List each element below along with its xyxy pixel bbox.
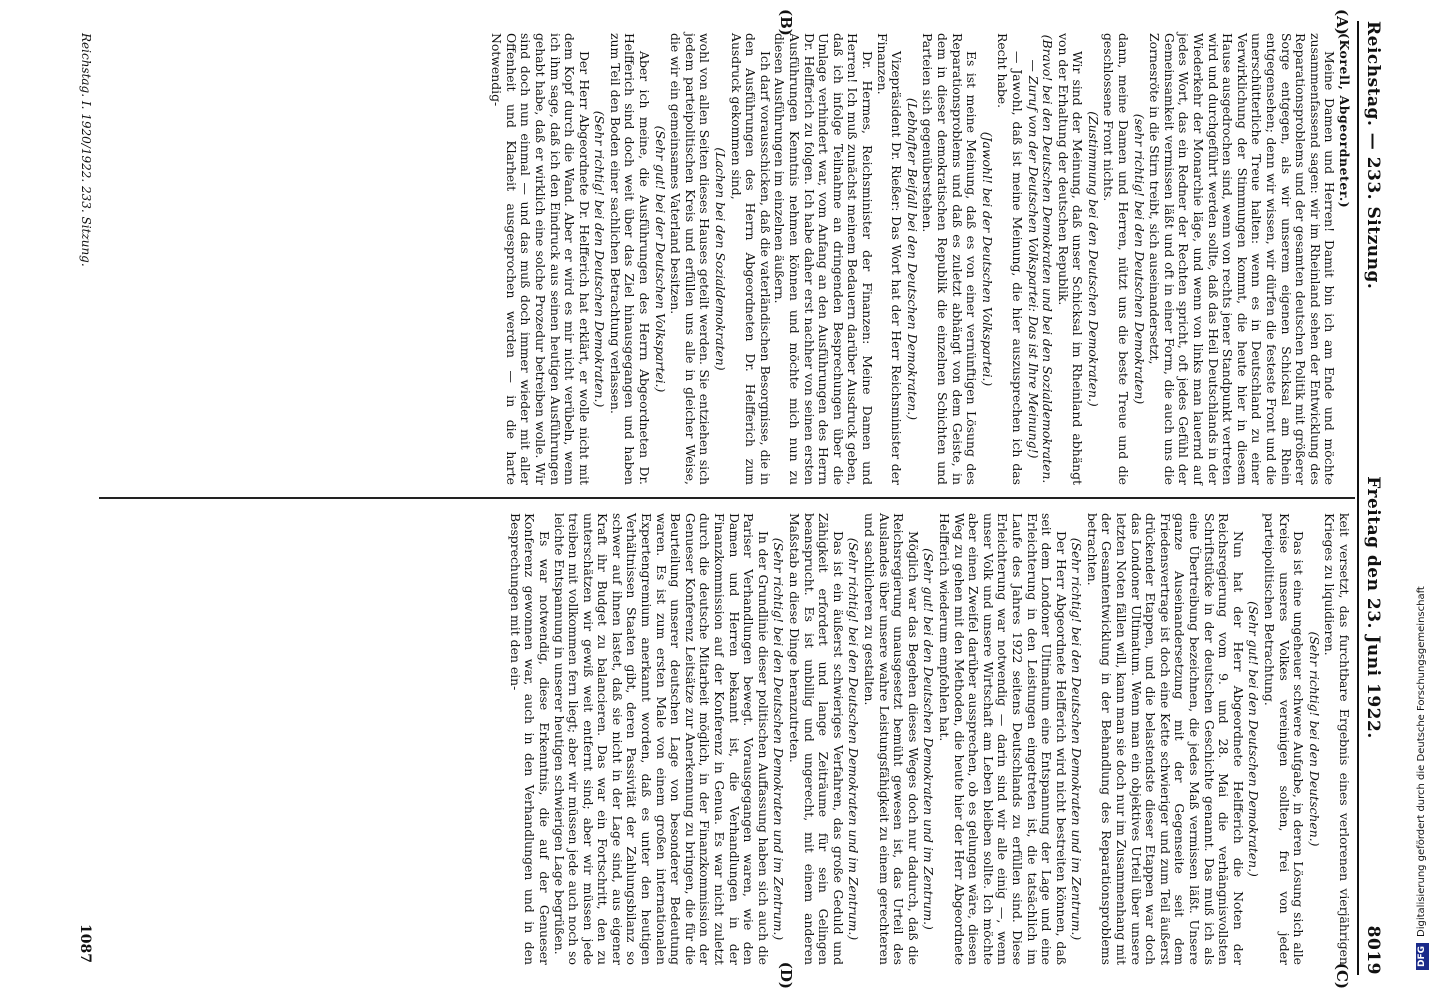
sidebar-text-line [1414,10,1430,990]
president-line: Vizepräsident Dr. Rießer: Das Wort hat der Herr Reichsminister der Finanzen. [874,33,905,485]
document-page [59,3,1395,993]
interjection: (Lebhafter Beifall bei den Deutschen Demokraten.) [904,97,920,421]
interjection: (Sehr richtig! bei den Deutschen Demokraten und im Zentrum.) [846,537,862,941]
paragraph: Dr. Hermes, Reichsminister der Finanzen: Meine Damen und Herren! Ich muß zunächst meinem Bedauern darüber Ausdruck geben, daß ich infolge Teilnahme an dringenden Besprechungen über die Umlage verhindert war, vom Anfang an den Ausführungen des Herrn Dr. Helfferich zu folgen. Ich habe daher erst nachher von seinen ersten Ausführungen Kenntnis nehmen können und möchte mich nun zu diesen Ausführungen im einzelnen äußern. [772,33,875,485]
interjection: (sehr richtig! bei den Deutschen Demokraten) [1131,113,1147,405]
paragraph: Der Herr Abgeordnete Helfferich wird nicht bestreiten können, daß seit dem Londoner Ultimatum eine Entspannung der Lage und eine Erleichterung in den Leistungen eingetreten ist, die tatsächlich im Laufe des Jahres 1922 seitens Deutschlands zu erfüllen sind. Diese Erleichterung war notwendig — darin sind wir alle einig —, wenn unser Volk und unsere Wirtschaft am Leben bleiben sollte. Ich möchte aber einen Zweifel darüber aussprechen, ob es gelungen wäre, diesen Weg zu gehen mit den Methoden, die heute hier der Herr Abgeordnete Helfferich wiederum empfohlen hat. [936,513,1069,965]
speaker-line: (Korell, Abgeordneter.) [1337,33,1352,209]
digitization-sidebar [1412,10,1432,990]
margin-marker-a: (A) [1333,9,1351,35]
paragraph: Aber ich meine, die Ausführungen des Herrn Abgeordneten Dr. Helfferich sind doch weit über das Ziel hinausgegangen und haben zum Teil den Boden einer sachlichen Betrachtung verlassen. [607,33,653,485]
footer-page-number: 1087 [77,924,93,963]
paragraph: Das ist ein äußerst schwieriges Verfahren, das große Geduld und Zähigkeit erfordert und lange Zeiträume für sein Gelingen beansprucht. Es ist unbillig und ungerecht, mit einem anderen Maßstab an diese Dinge heranzutreten. [787,513,846,965]
header-right: Freitag den 23. Juni 1922. [1363,476,1383,739]
paragraph: Möglich war das Begehen dieses Weges doch nur dadurch, daß die Reichsregierung unausgesetzt bemüht gewesen ist, das Urteil des Auslandes über unsere wahre Leistungsfähigkeit zu einem gerechteren und sachlicheren zu gestalten. [862,513,921,965]
margin-marker-c: (C) [1333,962,1351,989]
paragraph: Es ist meine Meinung, daß es von einer vernünftigen Lösung des Reparationsproblems und daß es zuletzt abhängt von dem Geiste, in dem in dieser demokratischen Republik die einzelnen Schichten und Parteien sich gegenüberstehen. [920,33,980,485]
paragraph: Wir sind der Meinung, daß unser Schicksal im Rheinland abhängt von der Erhaltung der deutschen Republik. [1055,33,1086,485]
column-divider [99,497,1355,499]
paragraph: Meine Damen und Herren! Damit bin ich am Ende und möchte zusammenfassend sagen: wir im Rheinland sehen der Entwicklung des Reparationsproblems und der gesamten deutschen Politik mit größerer Sorge entgegen, als wir unserem eigenen Schicksal am Rhein entgegensehen; denn wir wissen, wir dürfen die festeste Front und die unerschütterliche Treue halten: wenn es in Deutschland zu einer Verwirklichung der Stimmungen kommt, die heute hier in diesem Hause ausgedrochen sind, wenn von rechts jener Standpunkt vertreten wird und durchgeführt werden sollte, daß das Heil Deutschlands in der Wiederkehr der Monarchie läge, und wenn von links man lauernd auf jedes Wort, das ein Redner der Rechten spricht, oft jedes Gefühl der Gemeinsamkeit vermissen läßt und oft in einer Form, die auch uns die Zornesröte in die Stirn treibt, sich auseinandersetzt, [1147,33,1338,485]
interjection: (Sehr richtig! bei den Deutschen Demokraten und im Zentrum.) [1069,537,1085,941]
interjection: (Sehr gut! bei den Deutschen Demokraten und im Zentrum.) [921,548,937,930]
header-left: Reichstag. — 233. Sitzung. [1363,21,1383,290]
interjection: (Sehr richtig! bei den Deutschen Demokraten.) [592,110,608,408]
interjection: (Lachen bei den Sozialdemokraten) [713,147,729,371]
interjection: (Zustimmung bei den Deutschen Demokraten.) [1085,111,1101,407]
paragraph: — Jawohl, daß ist meine Meinung, die hier auszusprechen ich das Recht habe. [995,33,1025,485]
interjection: (Jawohl! bei der Deutschen Volkspartei.) [979,131,995,387]
left-column [489,33,1351,485]
dfg-logo: DFG [1416,943,1429,970]
page-header [1363,21,1389,975]
paragraph: Nun hat der Herr Abgeordnete Helfferich die Noten der Reichsregierung vom 9. und 28. Mai die verhängnisvollsten Schriftstücke in der deutschen Geschichte genannt. Das muß ich als eine Übertreibung bezeichnen, die jedes Maß vermissen läßt. Unsere ganze Auseinandersetzung mit der Gegenseite seit dem Friedensvertrage ist doch eine Kette schwieriger und zum Teil äußerst drückender Etappen, und die belastendste dieser Etappen war doch das Londoner Ultimatum. Wenn man ein objektives Urteil über unsere letzten Noten fällen will, kann man sie doch nur im Zusammenhang mit der Gesamtentwicklung in der Behandlung des Reparationsproblems betrachten. [1084,513,1246,965]
margin-marker-d: (D) [777,961,795,989]
paragraph: Der Herr Abgeordnete Dr. Helfferich hat erklärt, er wolle nicht mit dem Kopf durch die Wand. Aber er wird es mir nicht verübeln, wenn ich ihm sage, daß ich den Eindruck aus seinen heutigen Ausführungen gehabt habe, daß er wirklich eine solche Prozedur betreiben wolle. Wir sind doch nun einmal — und das muß doch immer wieder mit aller Offenheit und Klarheit ausgesprochen werden — in die harte Notwendig- [489,33,592,485]
interjection: (Sehr gut! bei den Deutschen Demokraten.) [1246,601,1262,877]
footnote: Reichstag. I. 1920/1922. 233. Sitzung. [79,33,93,267]
paragraph: In der Grundlinie dieser politischen Auffassung haben sich auch die Pariser Verhandlungen bewegt. Vorausgegangen waren, wie den Damen und Herren bekannt ist, die Verhandlungen in der Finanzkommission auf der Konferenz in Genua. Es war nicht zuletzt durch die deutsche Mitarbeit möglich, in der Finanzkommission der Genueser Konferenz Leitsätze zur Anerkennung zu bringen, die für die Beurteilung unserer deutschen Lage von besonderer Bedeutung waren. Es ist zum ersten Male von einem großen internationalen Expertengremium anerkannt worden, daß es unter den heutigen Verhältnissen Staaten gibt, deren Passivität der Zahlungsbilanz so schwer auf ihnen lastet, daß sie nicht in der Lage sind, aus eigener Kraft ihr Budget zu balancieren. Das war ein Fortschritt, den zu unterschätzen wir gewiß weit entfernt sind; aber wir müssen jede treiben mit vollkommen fern liegt; aber wir müssen jede auch noch so leichte Entspannung in unserer heutigen schwierigen Lage begrüßen. [551,513,771,965]
interjection: (Bravo! bei den Deutschen Demokraten und bei den Sozialdemokraten. — Zuruf von der Deutschen Volkspartei: Das ist Ihre Meinung!) [1025,34,1056,484]
interjection: (Sehr richtig! bei den Deutschen.) [1306,631,1322,847]
paragraph: Ich darf vorausschicken, daß die vaterländischen Besorgnisse, die in den Ausführungen des Herrn Abgeordneten Dr. Helfferich zum Ausdruck gekommen sind, [728,33,773,485]
margin-marker-b: (B) [777,9,795,36]
paragraph: wohl von allen Seiten dieses Hauses geteilt werden. Sie entziehen sich jedem parteipolitischen Kreis und erfüllen uns alle in gleicher Weise, die wir ein gemeinsames Vaterland besitzen. [668,33,713,485]
header-page-number: 8019 [1363,925,1383,975]
paragraph: keit versetzt, das furchtbare Ergebnis eines verlorenen vierjährigen Krieges zu liquidieren. [1322,513,1352,965]
paragraph: dann, meine Damen und Herren, nützt uns die beste Treue und die geschlossene Front nichts. [1101,33,1132,485]
header-rule [1357,21,1359,975]
paragraph: Das ist eine ungeheuer schwere Aufgabe, in deren Lösung sich alle Kreise unseres Volkes vereinigen sollten, frei von jeder parteipolitischen Betrachtung. [1262,513,1307,965]
paragraph: Es war notwendig, diese Erkenntnis, die auf der Genueser Konferenz gewonnen war, auch in den Verhandlungen und in den Besprechungen mit den ein- [507,513,552,965]
interjection: (Sehr gut! bei der Deutschen Volkspartei.) [652,125,668,393]
right-column [507,513,1351,965]
interjection: (Sehr richtig! bei den Deutschen Demokraten und im Zentrum.) [771,537,787,941]
sidebar-credit: Digitalisierung gefördert durch die Deutsche Forschungsgemeinschaft [1416,586,1427,937]
